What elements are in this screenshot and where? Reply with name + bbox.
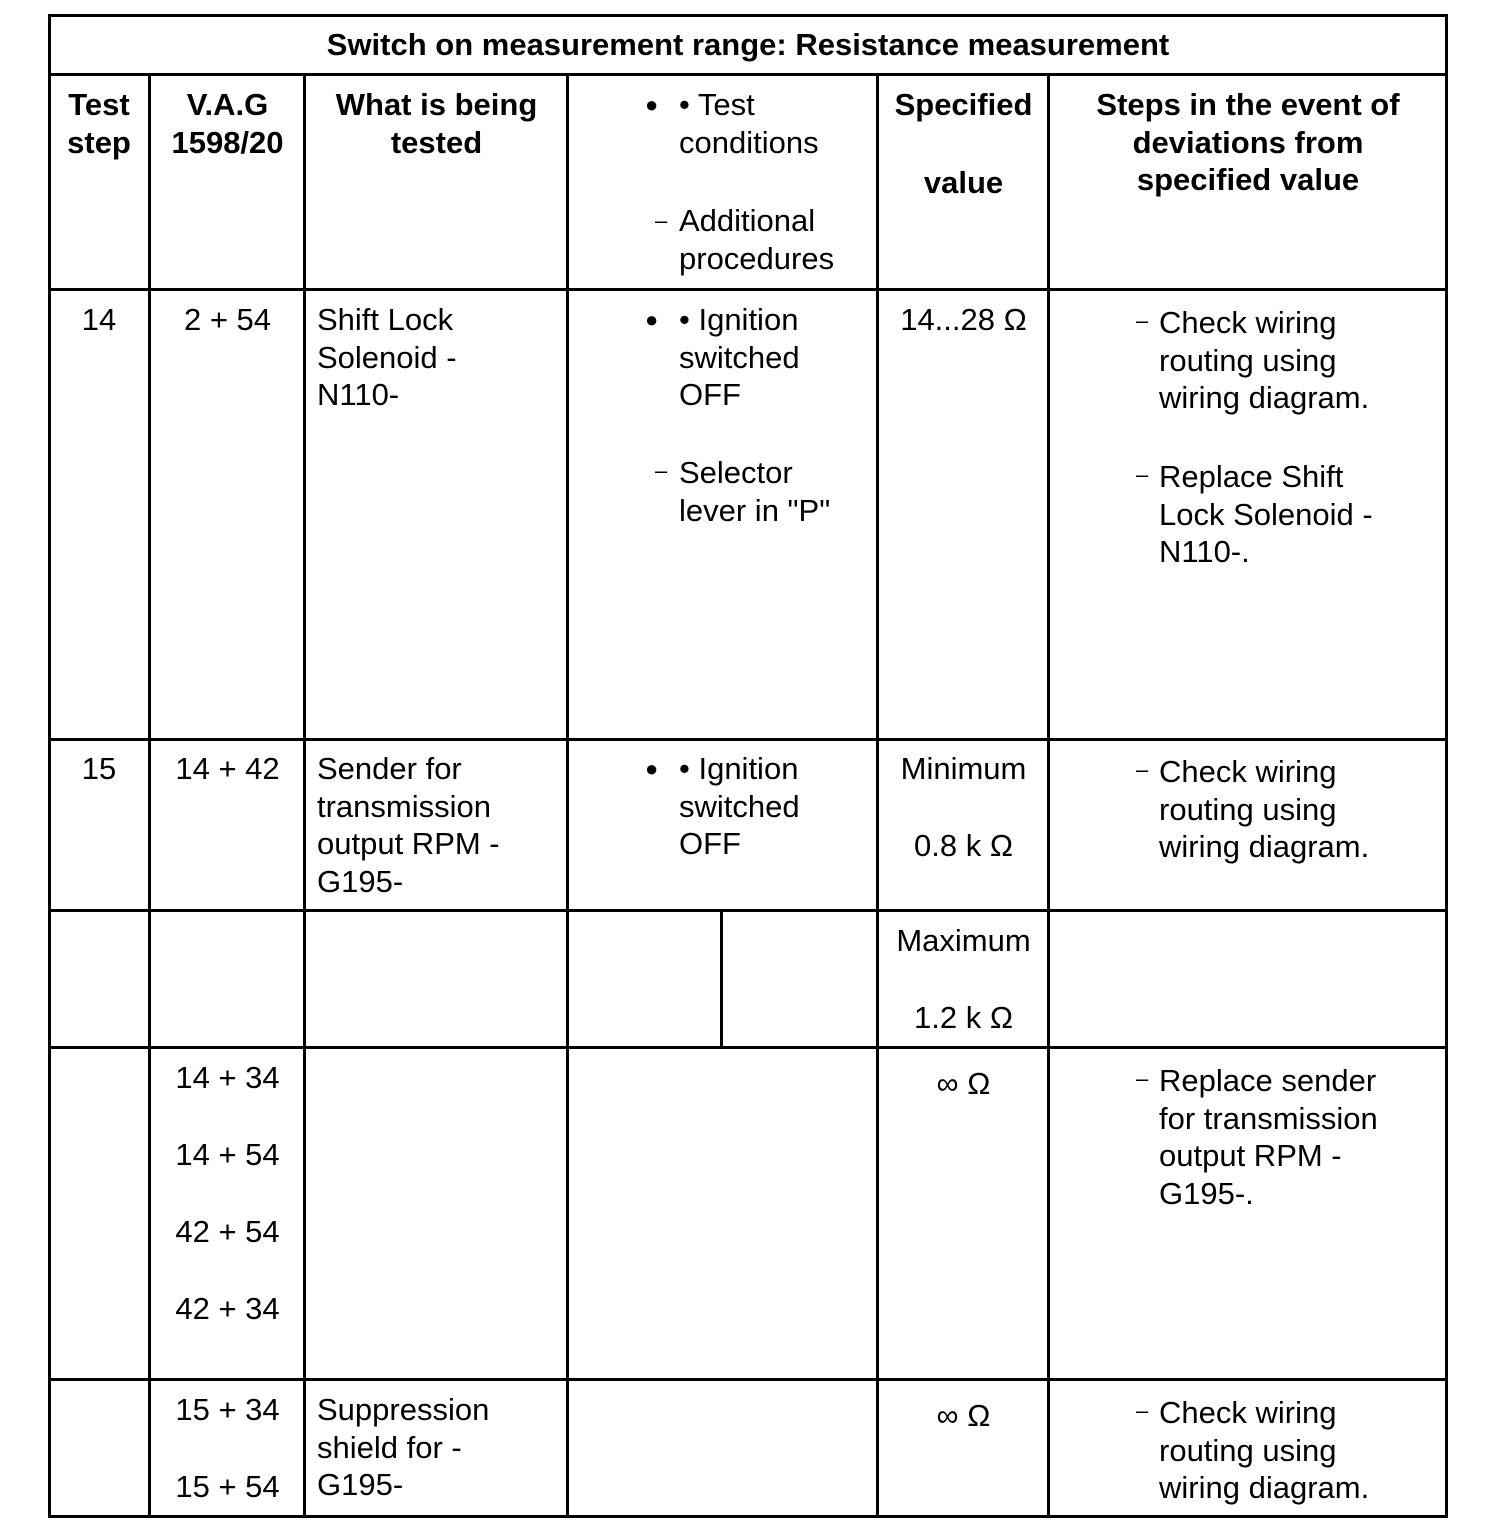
header-steps: Steps in the event of deviations from specified value: [1096, 87, 1400, 197]
row15b-max-label: Maximum: [896, 923, 1031, 958]
row-rule-14: [48, 738, 1448, 741]
bullet-icon: ●: [645, 307, 659, 332]
row15-condition: • Ignition switched OFF: [679, 751, 800, 861]
row14-step: 14: [81, 302, 117, 337]
col-rule-split: [720, 909, 723, 1049]
row15d-what: Suppression shield for - G195-: [317, 1392, 490, 1502]
dash-icon: –: [1136, 308, 1149, 333]
row15c-vag-2: 14 + 54: [175, 1137, 280, 1172]
bullet-icon: ●: [645, 756, 659, 781]
col-rule-3: [566, 73, 569, 1518]
row15-min-label: Minimum: [900, 751, 1027, 786]
dash-icon: –: [1136, 1066, 1149, 1091]
resistance-measurement-table: [48, 14, 1448, 1518]
row-rule-15c: [48, 1378, 1448, 1381]
row15c-vag-3: 42 + 54: [175, 1214, 280, 1249]
row15c-vag-4: 42 + 34: [175, 1291, 280, 1326]
row15c-specified: ∞ Ω: [936, 1066, 991, 1101]
row15b-max-value: 1.2 k Ω: [914, 1000, 1013, 1035]
table-border-top: [48, 14, 1448, 17]
header-vag: V.A.G 1598/20: [171, 87, 284, 160]
header-test-step: Test step: [67, 87, 131, 160]
col-rule-5: [1047, 73, 1050, 1518]
bullet-icon: ●: [645, 92, 659, 117]
row15-step: 15: [81, 751, 117, 786]
row15d-vag-2: 15 + 54: [175, 1469, 280, 1504]
dash-icon: –: [655, 458, 668, 483]
row14-step-b: Replace Shift Lock Solenoid - N110-.: [1159, 459, 1373, 569]
header-conditions: • Test conditions: [679, 87, 819, 160]
row15-vag: 14 + 42: [175, 751, 280, 786]
row14-what: Shift Lock Solenoid - N110-: [317, 302, 457, 412]
row14-condition: • Ignition switched OFF: [679, 302, 800, 412]
header-specified: Specified: [894, 87, 1033, 122]
header-specified-value: value: [923, 165, 1004, 200]
title-rule: [48, 73, 1448, 76]
row15d-specified: ∞ Ω: [936, 1398, 991, 1433]
row15d-step-a: Check wiring routing using wiring diagram.: [1159, 1395, 1370, 1505]
row15-what: Sender for transmission output RPM - G195-: [317, 751, 500, 899]
header-what-tested: What is being tested: [335, 87, 538, 160]
table-border-bottom: [48, 1515, 1448, 1518]
row-rule-15: [48, 909, 1448, 912]
dash-icon: –: [1136, 1398, 1149, 1423]
row14-step-a: Check wiring routing using wiring diagram.: [1159, 305, 1370, 415]
header-procedures: Additional procedures: [679, 203, 835, 276]
row14-specified: 14...28 Ω: [900, 302, 1027, 337]
row15c-step-a: Replace sender for transmission output RPM - G195-.: [1159, 1063, 1378, 1211]
header-rule: [48, 288, 1448, 291]
col-rule-4: [876, 73, 879, 1518]
table-title: Switch on measurement range: Resistance measurement: [326, 27, 1170, 62]
row15d-vag-1: 15 + 34: [175, 1392, 280, 1427]
row15c-vag-1: 14 + 34: [175, 1060, 280, 1095]
row14-procedure: Selector lever in "P": [679, 455, 831, 528]
dash-icon: –: [655, 208, 668, 233]
row15-step-a: Check wiring routing using wiring diagram.: [1159, 754, 1370, 864]
dash-icon: –: [1136, 462, 1149, 487]
dash-icon: –: [1136, 757, 1149, 782]
row14-vag: 2 + 54: [183, 302, 272, 337]
table-border-right: [1445, 14, 1448, 1518]
row-rule-15b: [48, 1046, 1448, 1049]
row15-min-value: 0.8 k Ω: [914, 828, 1013, 863]
